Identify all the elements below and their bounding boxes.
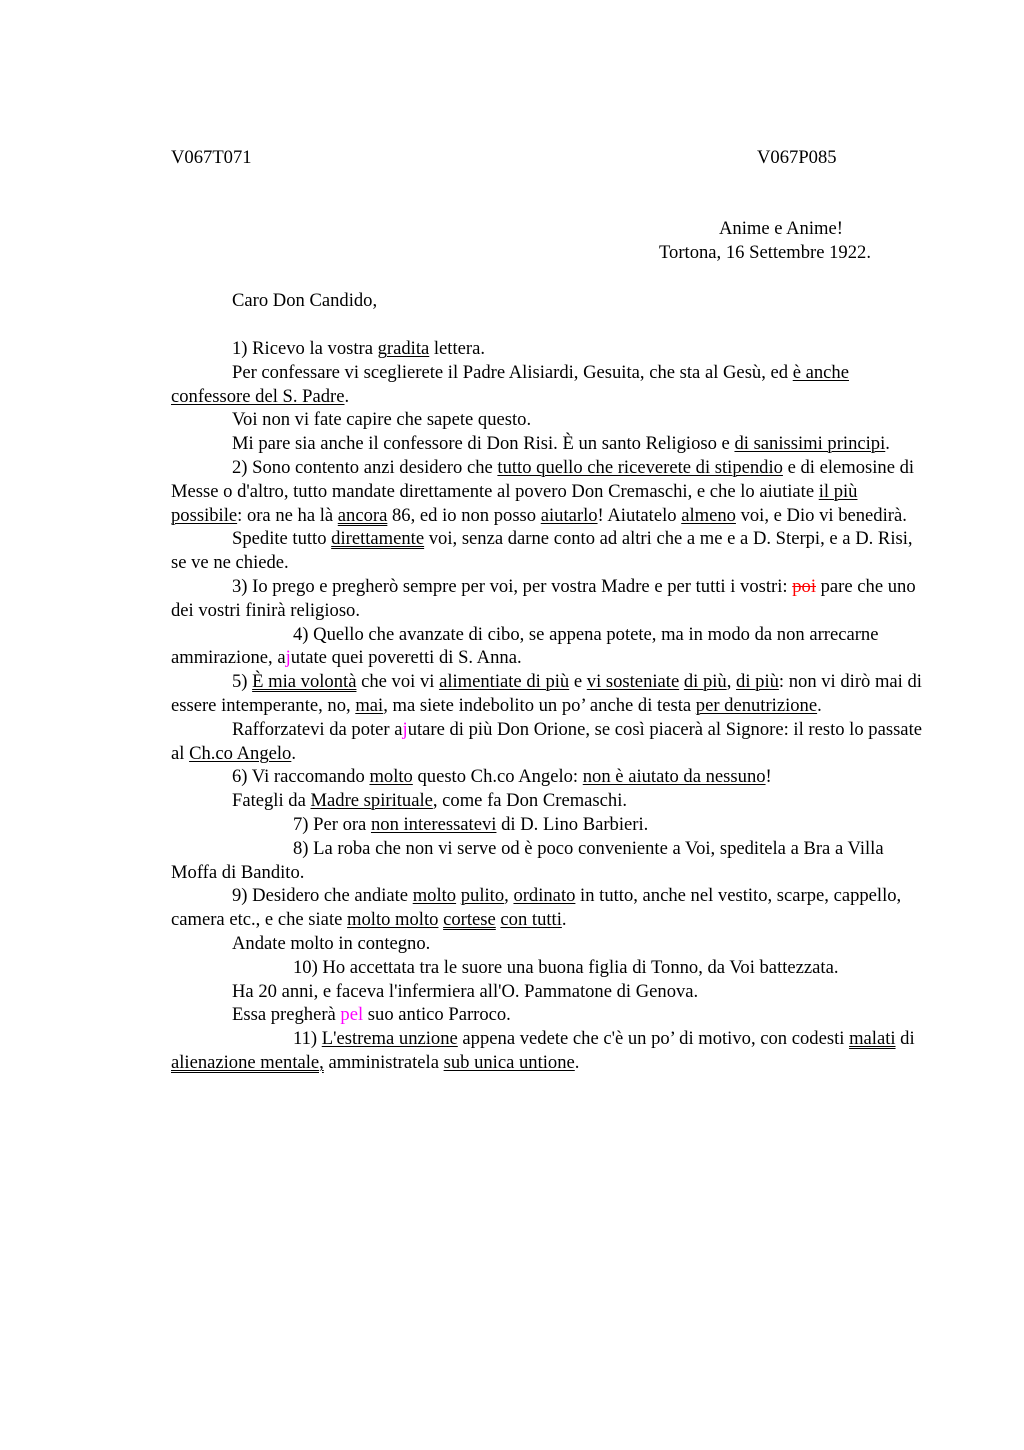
paragraph <box>171 718 923 766</box>
document-code-right: V067P085 <box>757 147 837 168</box>
paragraph <box>171 837 923 885</box>
text-run: Spedite tutto <box>232 528 332 550</box>
text-run: : ora ne ha là <box>237 504 338 526</box>
underlined-text: gradita <box>377 338 430 359</box>
text-run: questo Ch.co Angelo: <box>412 766 583 788</box>
text-run: appena vedete che c'è un po’ di motivo, con codesti <box>457 1028 850 1050</box>
underlined-text: con tutti <box>500 909 562 931</box>
paragraph <box>171 884 923 932</box>
double-underlined-text: direttamente <box>331 528 425 550</box>
text-run: Mi pare sia anche il confessore di Don Risi. È un santo Religioso e <box>232 433 735 455</box>
text-run: Essa pregherà <box>232 1004 341 1026</box>
salutation: Caro Don Candido, <box>232 290 378 311</box>
paragraph <box>171 575 923 623</box>
text-run: pare che uno dei vostri finirà religioso. <box>171 575 916 621</box>
underlined-text: molto molto <box>347 909 439 931</box>
text-run: che voi vi <box>356 671 440 693</box>
paragraph <box>171 956 923 980</box>
underlined-text: non interessatevi <box>370 813 497 835</box>
text-run: 1) Ricevo la vostra <box>232 338 378 359</box>
paragraph <box>171 408 923 432</box>
underlined-text: alimentiate di più <box>439 671 570 693</box>
text-run: . <box>885 433 890 455</box>
underlined-text: ordinato <box>513 885 576 907</box>
text-run: , <box>726 671 737 693</box>
text-run: 5) <box>232 671 253 693</box>
underlined-text: molto <box>412 885 457 907</box>
underlined-text: non è aiutato da nessuno <box>582 766 766 788</box>
inserted-text: j <box>285 647 291 669</box>
paragraph <box>171 813 923 837</box>
underlined-text: sub unica untione <box>443 1051 575 1073</box>
underlined-text: per denutrizione <box>695 694 818 716</box>
inserted-text: j <box>402 718 408 740</box>
text-run: 11) <box>293 1028 322 1050</box>
paragraph <box>171 932 923 956</box>
underlined-text: molto <box>369 766 413 788</box>
text-run: voi, e Dio vi benedirà. <box>735 504 907 526</box>
text-run: suo antico Parroco. <box>363 1004 511 1026</box>
paragraph <box>171 527 923 575</box>
paragraph <box>171 432 923 456</box>
text-run: , come fa Don Cremaschi. <box>432 790 628 812</box>
text-run: in tutto, anche nel vestito, scarpe, cappello, camera etc., e che siate <box>171 885 902 931</box>
text-run: e <box>569 671 587 693</box>
paragraph <box>171 337 923 361</box>
text-run: di <box>895 1028 915 1050</box>
text-run: . <box>291 742 296 764</box>
underlined-text: Ch.co Angelo <box>189 742 292 764</box>
paragraph <box>171 1027 923 1075</box>
underlined-text: mai <box>355 694 384 716</box>
motto: Anime e Anime! <box>719 218 843 239</box>
double-underlined-text: ancora <box>337 504 388 526</box>
text-run: utate quei poveretti di S. Anna. <box>290 647 522 669</box>
text-run: Rafforzatevi da poter a <box>232 718 403 740</box>
underlined-text: tutto quello che riceverete di stipendio <box>497 456 783 478</box>
double-underlined-text: malati <box>849 1028 896 1050</box>
text-run: lettera. <box>429 338 485 359</box>
paragraph <box>171 456 923 527</box>
paragraph <box>171 361 923 409</box>
document-code-left: V067T071 <box>171 147 252 168</box>
paragraph <box>171 765 923 789</box>
underlined-text: è anche confessore del S. Padre <box>171 361 849 407</box>
text-run: Voi non vi fate capire che sapete questo. <box>232 409 532 431</box>
deleted-text: poi <box>792 575 816 597</box>
text-run: 6) Vi raccomando <box>232 766 370 788</box>
paragraph <box>171 623 923 671</box>
underlined-text: di sanissimi principi <box>734 433 886 455</box>
text-run: 7) Per ora <box>293 813 371 835</box>
text-run: Per confessare vi sceglierete il Padre Alisiardi, Gesuita, che sta al Gesù, ed <box>232 361 793 383</box>
text-run: Andate molto in contegno. <box>232 932 431 954</box>
text-run: amministratela <box>323 1051 444 1073</box>
text-run: . <box>817 694 822 716</box>
underlined-text: almeno <box>681 504 736 526</box>
text-run: 8) La roba che non vi serve od è poco conveniente a Voi, speditela a Bra a Villa Moffa di Bandito. <box>171 837 884 883</box>
paragraph <box>171 670 923 718</box>
letter-body <box>171 337 923 1075</box>
text-run: di D. Lino Barbieri. <box>496 813 649 835</box>
text-run: : non vi dirò mai di essere intemperante, no, <box>171 671 922 716</box>
text-run: e di elemosine di Messe o d'altro, tutto mandate direttamente al povero Don Cremaschi, e che lo aiutiate <box>171 456 915 502</box>
text-run: 86, ed io non posso <box>387 504 541 526</box>
text-run: , <box>504 885 514 907</box>
text-run: Fategli da <box>232 790 311 812</box>
text-run: Ha 20 anni, e faceva l'infermiera all'O. Pammatone di Genova. <box>232 980 699 1002</box>
text-run: 3) Io prego e pregherò sempre per voi, per vostra Madre e per tutti i vostri: <box>232 575 793 597</box>
text-run: . <box>344 385 350 407</box>
underlined-text: di più <box>683 671 727 693</box>
underlined-text: il più possibile <box>171 480 858 526</box>
text-run: 10) Ho accettata tra le suore una buona figlia di Tonno, da Voi battezzata. <box>293 956 839 978</box>
text-run: ! Aiutatelo <box>597 504 682 526</box>
underlined-text: aiutarlo <box>540 504 598 526</box>
paragraph <box>171 789 923 813</box>
text-run: . <box>574 1051 580 1073</box>
underlined-text: vi sosteniate <box>586 671 680 693</box>
text-run: utare di più Don Orione, se così piacerà al Signore: il resto lo passate al <box>171 718 922 764</box>
double-underlined-text: alienazione mentale, <box>171 1051 324 1073</box>
text-run: 2) Sono contento anzi desidero che <box>232 456 498 478</box>
text-run: voi, senza darne conto ad altri che a me e a D. Sterpi, e a D. Risi, se ve ne chiede. <box>171 528 913 574</box>
underlined-text: di più <box>736 671 779 693</box>
text-run: 4) Quello che avanzate di cibo, se appena potete, ma in modo da non arrecarne ammirazione, a <box>171 623 879 669</box>
dateline: Tortona, 16 Settembre 1922. <box>659 242 871 263</box>
double-underlined-text: È mia volontà <box>252 671 357 693</box>
text-run: , ma siete indebolito un po’ anche di testa <box>383 694 696 716</box>
paragraph <box>171 1003 923 1027</box>
text-run: ! <box>765 766 772 788</box>
underlined-text: L'estrema unzione <box>321 1028 458 1050</box>
double-underlined-text: cortese <box>443 909 496 931</box>
underlined-text: pulito <box>460 885 505 907</box>
underlined-text: Madre spirituale <box>310 790 433 812</box>
paragraph <box>171 980 923 1004</box>
text-run: 9) Desidero che andiate <box>232 885 413 907</box>
inserted-text: pel <box>340 1004 364 1026</box>
text-run: . <box>561 909 567 931</box>
